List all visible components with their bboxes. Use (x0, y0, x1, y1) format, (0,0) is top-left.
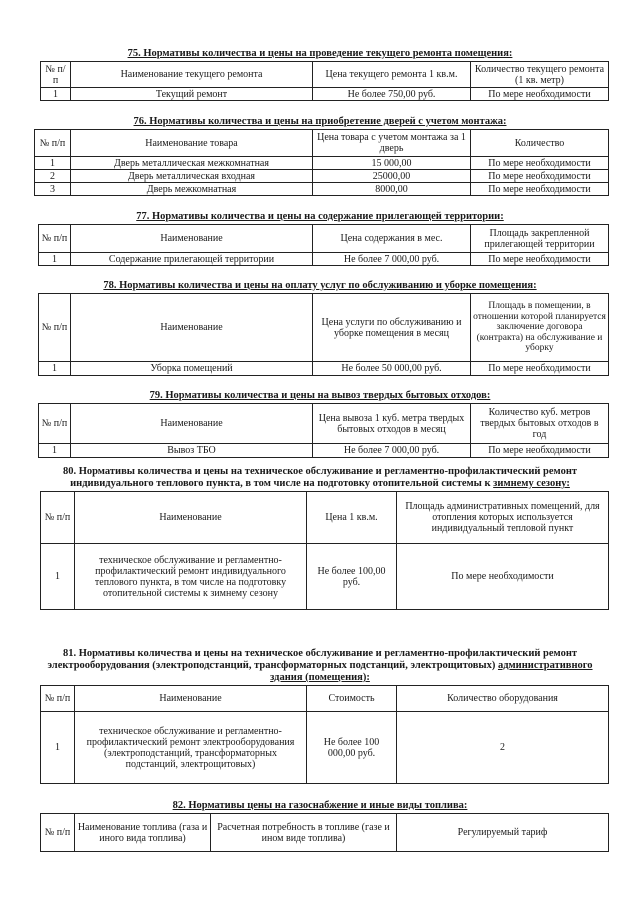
table-cell: Не более 7 000,00 руб. (313, 253, 471, 266)
table-cell: По мере необходимости (471, 183, 609, 196)
header-cell: № п/п (39, 294, 71, 362)
header-cell: Наименование (75, 492, 307, 544)
header-cell: Площадь в помещении, в отношении которой планируется заключение договора (контракта) на обслуживание и уборку (471, 294, 609, 362)
header-cell: Площадь закрепленной прилегающей территории (471, 225, 609, 253)
table-cell: Дверь металлическая входная (71, 170, 313, 183)
header-cell: Наименование топлива (газа и иного вида топлива) (75, 814, 211, 852)
header-cell: Стоимость (307, 686, 397, 712)
table-cell: По мере необходимости (471, 157, 609, 170)
section-80-title-underlined: зимнему сезону: (493, 478, 570, 489)
header-cell: Наименование (75, 686, 307, 712)
table-cell: Дверь межкомнатная (71, 183, 313, 196)
table-cell: По мере необходимости (471, 253, 609, 266)
header-cell: Цена 1 кв.м. (307, 492, 397, 544)
header-cell: Наименование (71, 225, 313, 253)
header-cell: Количество оборудования (397, 686, 609, 712)
header-cell: № п/п (41, 686, 75, 712)
table-cell: Текущий ремонт (71, 88, 313, 101)
header-cell: Цена услуги по обслуживанию и уборке помещения в месяц (313, 294, 471, 362)
table-header-row (41, 492, 609, 544)
table-cell: Не более 750,00 руб. (313, 88, 471, 101)
header-cell: Площадь административных помещений, для отопления которых используется индивидуальный тепловой пункт (397, 492, 609, 544)
section-75-title: 75. Нормативы количества и цены на проведение текущего ремонта помещения: (127, 48, 513, 59)
table-cell: Не более 100 000,00 руб. (307, 712, 397, 784)
table-cell: 15 000,00 (313, 157, 471, 170)
table-row (41, 544, 609, 610)
section-82 (0, 800, 640, 852)
section-79 (0, 390, 640, 458)
table-header-row (35, 130, 609, 157)
section-81-title (0, 648, 640, 684)
header-cell: № п/п (41, 814, 75, 852)
table-cell: Вывоз ТБО (71, 444, 313, 458)
section-82-title: 82. Нормативы цены на газоснабжение и иные виды топлива: (172, 800, 468, 811)
table-header-row (39, 294, 609, 362)
header-cell: Регулируемый тариф (397, 814, 609, 852)
table-cell: По мере необходимости (471, 88, 609, 101)
header-cell: № п/п (39, 404, 71, 444)
header-cell: № п/п (39, 225, 71, 253)
section-80-title (0, 466, 640, 490)
header-cell: Цена товара с учетом монтажа за 1 дверь (313, 130, 471, 157)
table-cell: По мере необходимости (397, 544, 609, 610)
table-cell: 1 (41, 544, 75, 610)
section-77-title: 77. Нормативы количества и цены на содержание прилегающей территории: (136, 211, 504, 222)
header-cell: Наименование текущего ремонта (71, 62, 313, 88)
table-cell: Уборка помещений (71, 362, 313, 376)
section-76-title: 76. Нормативы количества и цены на приобретение дверей с учетом монтажа: (133, 116, 507, 127)
section-77 (0, 211, 640, 266)
table-75 (40, 61, 609, 101)
section-75 (0, 48, 640, 101)
header-cell: Наименование товара (71, 130, 313, 157)
table-row (41, 88, 609, 101)
section-78 (0, 280, 640, 376)
table-cell: 25000,00 (313, 170, 471, 183)
table-77 (38, 224, 609, 266)
section-80 (0, 466, 640, 610)
header-cell: Количество текущего ремонта (1 кв. метр) (471, 62, 609, 88)
header-cell: Цена вывоза 1 куб. метра твердых бытовых отходов в месяц (313, 404, 471, 444)
table-cell: 2 (397, 712, 609, 784)
table-cell: 1 (41, 88, 71, 101)
section-81-title-text: 81. Нормативы количества и цены на техническое обслуживание и регламентно-профилактический ремонт электрооборудования (электроподстанций, трансформаторных подстанций, электрощитовых) (47, 648, 578, 671)
table-cell: Не более 100,00 руб. (307, 544, 397, 610)
table-79 (38, 403, 609, 458)
table-cell: По мере необходимости (471, 362, 609, 376)
table-cell: 8000,00 (313, 183, 471, 196)
table-81 (40, 685, 609, 784)
table-cell: 1 (39, 253, 71, 266)
table-cell: 1 (39, 444, 71, 458)
table-cell: Дверь металлическая межкомнатная (71, 157, 313, 170)
section-81 (0, 648, 640, 784)
table-header-row (41, 686, 609, 712)
header-cell: Цена текущего ремонта 1 кв.м. (313, 62, 471, 88)
table-78 (38, 293, 609, 376)
table-row (39, 253, 609, 266)
table-76 (34, 129, 609, 196)
table-header-row (39, 404, 609, 444)
header-cell: № п/п (41, 62, 71, 88)
header-cell: Расчетная потребность в топливе (газе и ином виде топлива) (211, 814, 397, 852)
table-cell: 1 (41, 712, 75, 784)
header-cell: Количество куб. метров твердых бытовых отходов в год (471, 404, 609, 444)
table-header-row (41, 814, 609, 852)
table-cell: Не более 7 000,00 руб. (313, 444, 471, 458)
table-cell: 2 (35, 170, 71, 183)
header-cell: Наименование (71, 404, 313, 444)
header-cell: Наименование (71, 294, 313, 362)
table-cell: техническое обслуживание и регламентно-профилактический ремонт электрооборудования (электроподстанций, трансформаторных подстанций, электрощитовых) (75, 712, 307, 784)
header-cell: Цена содержания в мес. (313, 225, 471, 253)
table-cell: Содержание прилегающей территории (71, 253, 313, 266)
table-header-row (41, 62, 609, 88)
table-row (35, 183, 609, 196)
header-cell: Количество (471, 130, 609, 157)
header-cell: № п/п (35, 130, 71, 157)
header-cell: № п/п (41, 492, 75, 544)
table-row (41, 712, 609, 784)
table-header-row (39, 225, 609, 253)
section-81-title-underlined: административного здания (помещения): (270, 660, 593, 683)
table-82 (40, 813, 609, 852)
table-cell: 3 (35, 183, 71, 196)
table-row (39, 362, 609, 376)
section-78-title: 78. Нормативы количества и цены на оплату услуг по обслуживанию и уборке помещения: (103, 280, 537, 291)
table-row (35, 170, 609, 183)
table-cell: 1 (39, 362, 71, 376)
table-cell: По мере необходимости (471, 170, 609, 183)
table-cell: 1 (35, 157, 71, 170)
table-cell: техническое обслуживание и регламентно-профилактический ремонт индивидуального теплового пункта, в том числе на подготовку отопительной системы к зимнему сезону (75, 544, 307, 610)
section-76 (0, 116, 640, 196)
table-cell: По мере необходимости (471, 444, 609, 458)
section-79-title: 79. Нормативы количества и цены на вывоз твердых бытовых отходов: (149, 390, 491, 401)
section-80-title-text: 80. Нормативы количества и цены на техническое обслуживание и регламентно-профилактический ремонт индивидуального теплового пункта, в том числе на подготовку отопительной системы к (62, 466, 578, 489)
table-80 (40, 491, 609, 610)
table-row (39, 444, 609, 458)
table-cell: Не более 50 000,00 руб. (313, 362, 471, 376)
table-row (35, 157, 609, 170)
